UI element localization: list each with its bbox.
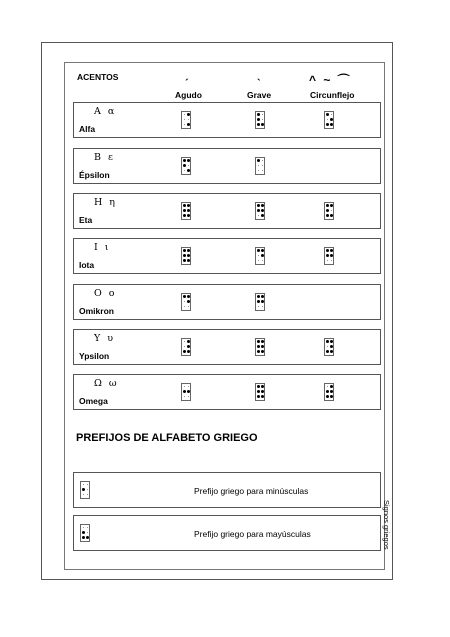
braille-dot-raised	[326, 395, 329, 398]
braille-dot-raised	[187, 123, 190, 126]
column-agudo-label: Agudo	[175, 90, 202, 100]
braille-dot-raised	[187, 350, 190, 353]
braille-dot-empty	[258, 165, 259, 166]
braille-dot-raised	[330, 395, 333, 398]
braille-dot-raised	[326, 340, 329, 343]
letter-name: Alfa	[79, 124, 96, 134]
braille-dot-empty	[331, 210, 332, 211]
braille-dot-raised	[257, 113, 260, 116]
braille-dot-raised	[330, 214, 333, 217]
braille-dot-raised	[326, 113, 329, 116]
greek-letter-pair: Η η	[94, 197, 117, 208]
braille-dot-raised	[183, 249, 186, 252]
braille-dot-raised	[82, 536, 85, 539]
braille-dot-raised	[187, 113, 190, 116]
braille-dot-empty	[188, 386, 189, 387]
braille-dot-empty	[327, 386, 328, 387]
braille-dot-raised	[187, 295, 190, 298]
braille-dot-raised	[330, 340, 333, 343]
braille-dot-empty	[262, 306, 263, 307]
braille-dot-empty	[327, 346, 328, 347]
braille-dot-empty	[327, 260, 328, 261]
braille-dot-raised	[82, 531, 85, 534]
greek-letter-pair: Ο ο	[94, 288, 117, 299]
letter-name: Omega	[79, 396, 108, 406]
braille-cell-prefix	[80, 524, 90, 542]
braille-cell-agudo	[181, 293, 191, 311]
braille-dot-raised	[330, 123, 333, 126]
braille-dot-raised	[257, 385, 260, 388]
greek-letter-pair: Β ε	[94, 152, 115, 163]
braille-cell-grave	[255, 338, 265, 356]
braille-cell-agudo	[181, 202, 191, 220]
braille-dot-raised	[187, 345, 190, 348]
braille-dot-raised	[257, 390, 260, 393]
braille-dot-raised	[330, 254, 333, 257]
column-grave-label: Grave	[247, 90, 272, 100]
braille-dot-raised	[257, 204, 260, 207]
braille-dot-empty	[184, 124, 185, 125]
braille-dot-raised	[257, 209, 260, 212]
braille-dot-empty	[262, 114, 263, 115]
braille-dot-empty	[331, 114, 332, 115]
braille-dot-empty	[258, 215, 259, 216]
braille-dot-empty	[184, 341, 185, 342]
braille-dot-raised	[261, 395, 264, 398]
braille-dot-raised	[187, 214, 190, 217]
braille-dot-empty	[83, 494, 84, 495]
braille-dot-raised	[326, 204, 329, 207]
braille-dot-raised	[183, 259, 186, 262]
accents-heading: ACENTOS	[77, 72, 119, 82]
braille-dot-empty	[87, 527, 88, 528]
braille-dot-raised	[187, 390, 190, 393]
braille-dot-empty	[87, 484, 88, 485]
braille-dot-raised	[330, 345, 333, 348]
braille-dot-empty	[258, 306, 259, 307]
braille-dot-raised	[183, 204, 186, 207]
greek-letter-pair: Ω ω	[94, 378, 119, 389]
braille-dot-raised	[330, 118, 333, 121]
braille-dot-empty	[258, 170, 259, 171]
side-caption: Signos griegos	[382, 500, 391, 550]
braille-dot-raised	[86, 536, 89, 539]
braille-dot-empty	[262, 160, 263, 161]
greek-letter-pair: Α α	[94, 106, 117, 117]
braille-dot-raised	[187, 209, 190, 212]
braille-dot-raised	[326, 350, 329, 353]
braille-dot-raised	[261, 204, 264, 207]
letter-row-omikron	[73, 284, 381, 320]
prefix-lowercase-label: Prefijo griego para minúsculas	[194, 486, 309, 496]
braille-dot-raised	[326, 254, 329, 257]
braille-cell-grave	[255, 157, 265, 175]
braille-dot-raised	[82, 488, 85, 491]
braille-dot-raised	[261, 209, 264, 212]
braille-dot-raised	[326, 123, 329, 126]
prefix-row-uppercase	[73, 515, 381, 551]
braille-dot-raised	[187, 259, 190, 262]
braille-dot-raised	[183, 350, 186, 353]
braille-dot-raised	[261, 390, 264, 393]
braille-dot-raised	[261, 385, 264, 388]
braille-dot-raised	[330, 204, 333, 207]
braille-dot-empty	[184, 119, 185, 120]
braille-dot-empty	[262, 170, 263, 171]
braille-cell-circunflejo	[324, 383, 334, 401]
letter-row-alfa	[73, 102, 381, 138]
braille-cell-agudo	[181, 157, 191, 175]
braille-dot-raised	[257, 118, 260, 121]
braille-dot-raised	[183, 254, 186, 257]
braille-dot-raised	[187, 254, 190, 257]
braille-cell-grave	[255, 111, 265, 129]
braille-cell-circunflejo	[324, 111, 334, 129]
braille-dot-empty	[258, 260, 259, 261]
braille-dot-empty	[262, 165, 263, 166]
braille-dot-raised	[261, 340, 264, 343]
braille-dot-raised	[257, 395, 260, 398]
braille-cell-agudo	[181, 247, 191, 265]
letter-name: Eta	[79, 215, 93, 225]
braille-dot-raised	[261, 214, 264, 217]
braille-dot-raised	[330, 390, 333, 393]
braille-dot-raised	[330, 249, 333, 252]
braille-cell-circunflejo	[324, 338, 334, 356]
letter-row-ypsilon	[73, 329, 381, 365]
braille-dot-empty	[184, 306, 185, 307]
braille-dot-raised	[261, 350, 264, 353]
braille-dot-empty	[184, 346, 185, 347]
braille-dot-raised	[326, 390, 329, 393]
braille-cell-circunflejo	[324, 247, 334, 265]
braille-dot-empty	[262, 119, 263, 120]
braille-dot-raised	[183, 214, 186, 217]
braille-dot-empty	[258, 255, 259, 256]
braille-cell-agudo	[181, 111, 191, 129]
column-circunflejo-label: Circunflejo	[310, 90, 355, 100]
braille-cell-agudo	[181, 338, 191, 356]
braille-dot-raised	[261, 345, 264, 348]
braille-cell-grave	[255, 293, 265, 311]
braille-dot-raised	[261, 123, 264, 126]
braille-dot-empty	[184, 301, 185, 302]
prefix-uppercase-label: Prefijo griego para mayúsculas	[194, 529, 311, 539]
braille-dot-raised	[187, 159, 190, 162]
braille-dot-raised	[326, 249, 329, 252]
letter-name: Omikron	[79, 306, 114, 316]
greek-letter-pair: Ι ι	[94, 242, 111, 253]
braille-dot-raised	[187, 249, 190, 252]
braille-cell-grave	[255, 383, 265, 401]
braille-dot-raised	[187, 340, 190, 343]
braille-dot-raised	[183, 295, 186, 298]
braille-dot-raised	[326, 209, 329, 212]
braille-dot-empty	[188, 165, 189, 166]
braille-dot-empty	[184, 170, 185, 171]
braille-dot-empty	[184, 386, 185, 387]
braille-cell-agudo	[181, 383, 191, 401]
letter-name: Iota	[79, 260, 95, 270]
braille-dot-empty	[83, 484, 84, 485]
letter-row-épsilon	[73, 148, 381, 184]
braille-dot-raised	[187, 300, 190, 303]
braille-cell-grave	[255, 247, 265, 265]
grave-mark-icon: `	[257, 78, 261, 90]
braille-dot-empty	[184, 396, 185, 397]
braille-dot-raised	[257, 295, 260, 298]
letter-row-eta	[73, 193, 381, 229]
braille-cell-prefix	[80, 481, 90, 499]
braille-dot-raised	[257, 123, 260, 126]
prefix-section-title: PREFIJOS DE ALFABETO GRIEGO	[76, 432, 258, 444]
letter-name: Ypsilon	[79, 351, 110, 361]
braille-dot-raised	[330, 385, 333, 388]
braille-dot-raised	[257, 340, 260, 343]
braille-dot-raised	[257, 300, 260, 303]
braille-dot-raised	[183, 209, 186, 212]
braille-dot-raised	[330, 350, 333, 353]
braille-dot-empty	[188, 119, 189, 120]
braille-dot-raised	[261, 254, 264, 257]
braille-dot-empty	[188, 396, 189, 397]
letter-row-iota	[73, 238, 381, 274]
braille-dot-empty	[188, 306, 189, 307]
prefix-row-lowercase	[73, 472, 381, 508]
braille-dot-raised	[257, 345, 260, 348]
braille-dot-raised	[326, 214, 329, 217]
greek-letter-pair: Υ υ	[94, 333, 116, 344]
braille-dot-raised	[187, 169, 190, 172]
braille-dot-raised	[257, 350, 260, 353]
braille-dot-raised	[187, 204, 190, 207]
braille-cell-circunflejo	[324, 202, 334, 220]
braille-dot-raised	[183, 390, 186, 393]
braille-cell-grave	[255, 202, 265, 220]
braille-dot-raised	[257, 249, 260, 252]
braille-dot-empty	[87, 532, 88, 533]
braille-dot-raised	[261, 295, 264, 298]
braille-dot-empty	[184, 114, 185, 115]
braille-dot-empty	[87, 494, 88, 495]
braille-dot-empty	[83, 527, 84, 528]
braille-dot-empty	[327, 119, 328, 120]
braille-dot-raised	[183, 159, 186, 162]
braille-dot-empty	[87, 489, 88, 490]
letter-row-omega	[73, 374, 381, 410]
braille-dot-raised	[183, 164, 186, 167]
acute-mark-icon: ´	[185, 78, 189, 90]
braille-dot-empty	[262, 260, 263, 261]
braille-dot-empty	[331, 260, 332, 261]
braille-dot-raised	[257, 159, 260, 162]
circumflex-marks-icon: ^ ~ ⌒	[309, 73, 352, 87]
letter-name: Épsilon	[79, 170, 110, 180]
braille-dot-raised	[261, 249, 264, 252]
braille-dot-raised	[261, 300, 264, 303]
